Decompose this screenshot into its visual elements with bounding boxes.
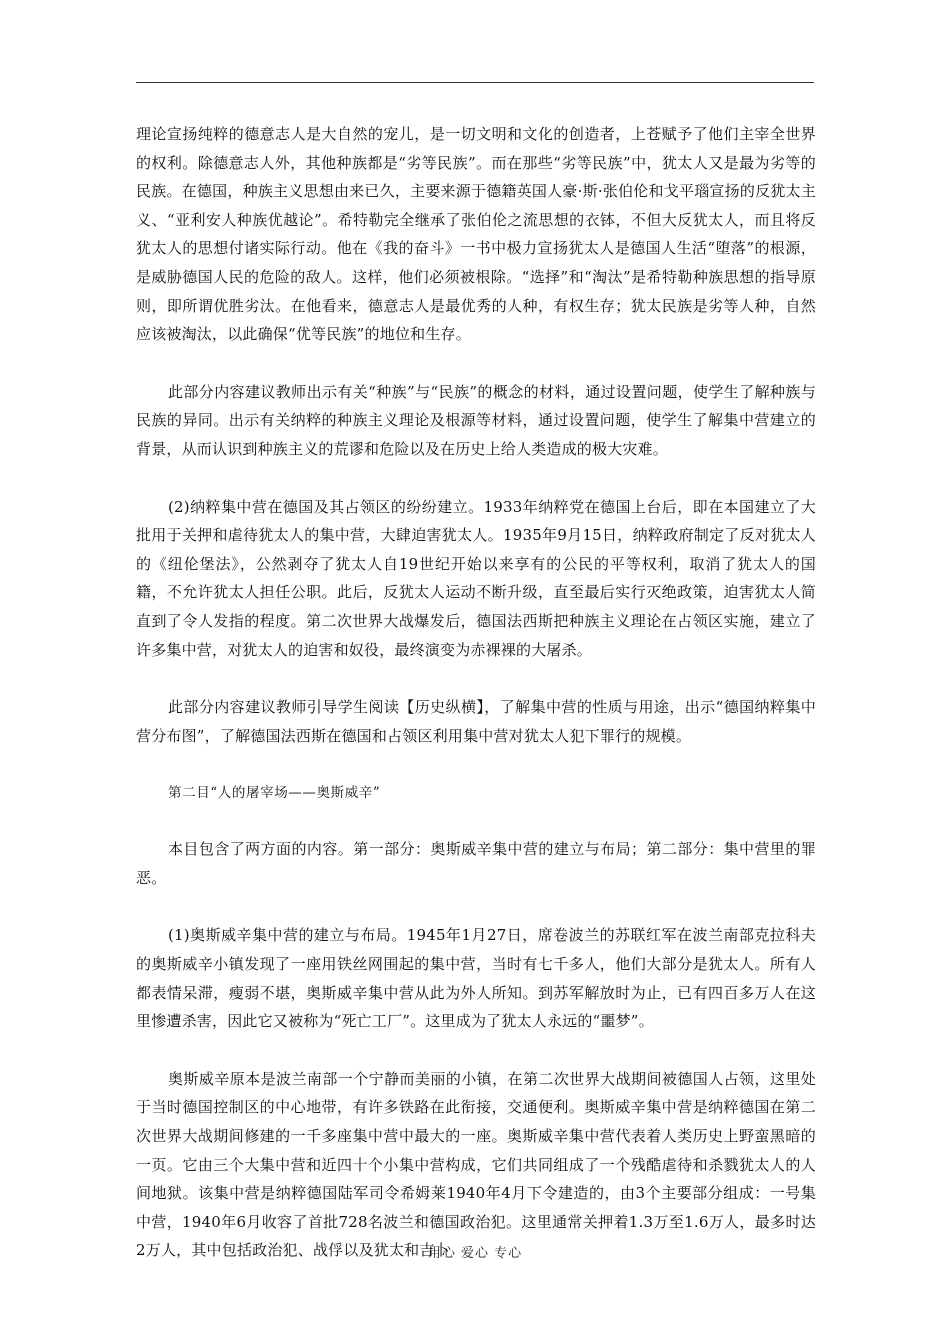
paragraph-camps-established: (2)纳粹集中营在德国及其占领区的纷纷建立。1933年纳粹党在德国上台后，即在本国建立了大批用于关押和虐待犹太人的集中营，大肆迫害犹太人。1935年9月15日，纳粹政府制定了反对犹太人的《纽伦堡法》，公然剥夺了犹太人自19世纪开始以来享有的公民的平等权利，取消了犹太人的国籍，不允许犹太人担任公职。此后，反犹太人运动不断升级，直至最后实行灭绝政策，迫害犹太人简直到了令人发指的程度。第二次世界大战爆发后，德国法西斯把种族主义理论在占领区实施，建立了许多集中营，对犹太人的迫害和奴役，最终演变为赤裸裸的大屠杀。 — [136, 497, 816, 659]
paragraph-teaching-note-2: 此部分内容建议教师引导学生阅读【历史纵横】，了解集中营的性质与用途，出示“德国纳粹集中营分布图”，了解德国法西斯在德国和占领区利用集中营对犹太人犯下罪行的规模。 — [136, 698, 816, 745]
paragraph-race-theory: 理论宣扬纯粹的德意志人是大自然的宠儿，是一切文明和文化的创造者，上苍赋予了他们主宰全世界的权利。除德意志人外，其他种族都是“劣等民族”。而在那些“劣等民族”中，犹太人又是最为劣等的民族。在德国，种族主义思想由来已久，主要来源于德籍英国人豪·斯·张伯伦和戈平瑙宣扬的反犹太主义、“亚利安人种族优越论”。希特勒完全继承了张伯伦之流思想的衣钵，不但大反犹太人，而且将反犹太人的思想付诸实际行动。他在《我的奋斗》一书中极力宣扬犹太人是德国人生活“堕落”的根源，是威胁德国人民的危险的敌人。这样，他们必须被根除。“选择”和“淘汰”是希特勒种族思想的指导原则，即所谓优胜劣汰。在他看来，德意志人是最优秀的人种，有权生存；犹太民族是劣等人种，自然应该被淘汰，以此确保“优等民族”的地位和生存。 — [136, 125, 816, 344]
paragraph-teaching-note-1: 此部分内容建议教师出示有关“种族”与“民族”的概念的材料，通过设置问题，使学生了解种族与民族的异同。出示有关纳粹的种族主义理论及根源等材料，通过设置问题，使学生了解集中营建立的背景，从而认识到种族主义的荒谬和危险以及在历史上给人类造成的极大灾难。 — [136, 382, 816, 458]
section-heading: 第二目“人的屠宰场——奥斯威辛” — [168, 785, 381, 802]
header-rule — [136, 82, 814, 83]
paragraph-auschwitz-town: 奥斯威辛原本是波兰南部一个宁静而美丽的小镇，在第二次世界大战期间被德国人占领，这里处于当时德国控制区的中心地带，有许多铁路在此衔接，交通便利。奥斯威辛集中营是纳粹德国在第二次世界大战期间修建的一千多座集中营中最大的一座。奥斯威辛集中营代表着人类历史上野蛮黑暗的一页。它由三个大集中营和近四十个小集中营构成，它们共同组成了一个残酷虐待和杀戮犹太人的人间地狱。该集中营是纳粹德国陆军司令希姆莱1940年4月下令建造的，由3个主要部分组成：一号集中营，1940年6月收容了首批728名波兰和德国政治犯。这里通常关押着1.3万至1.6万人，最多时达2万人，其中包括政治犯、战俘以及犹太和吉卜 — [136, 1069, 816, 1260]
document-body — [136, 120, 816, 1265]
paragraph-auschwitz-layout: (1)奥斯威辛集中营的建立与布局。1945年1月27日，席卷波兰的苏联红军在波兰南部克拉科夫的奥斯威辛小镇发现了一座用铁丝网围起的集中营，当时有七千多人，他们大部分是犹太人。所有人都表情呆滞，瘦弱不堪，奥斯威辛集中营从此为外人所知。到苏军解放时为止，已有四百多万人在这里惨遭杀害，因此它又被称为“死亡工厂”。这里成为了犹太人永远的“噩梦”。 — [136, 926, 816, 1031]
page-footer: 用心 爱心 专心 — [427, 1246, 523, 1261]
paragraph-section-intro: 本目包含了两方面的内容。第一部分：奥斯威辛集中营的建立与布局；第二部分：集中营里的罪恶。 — [136, 840, 816, 887]
